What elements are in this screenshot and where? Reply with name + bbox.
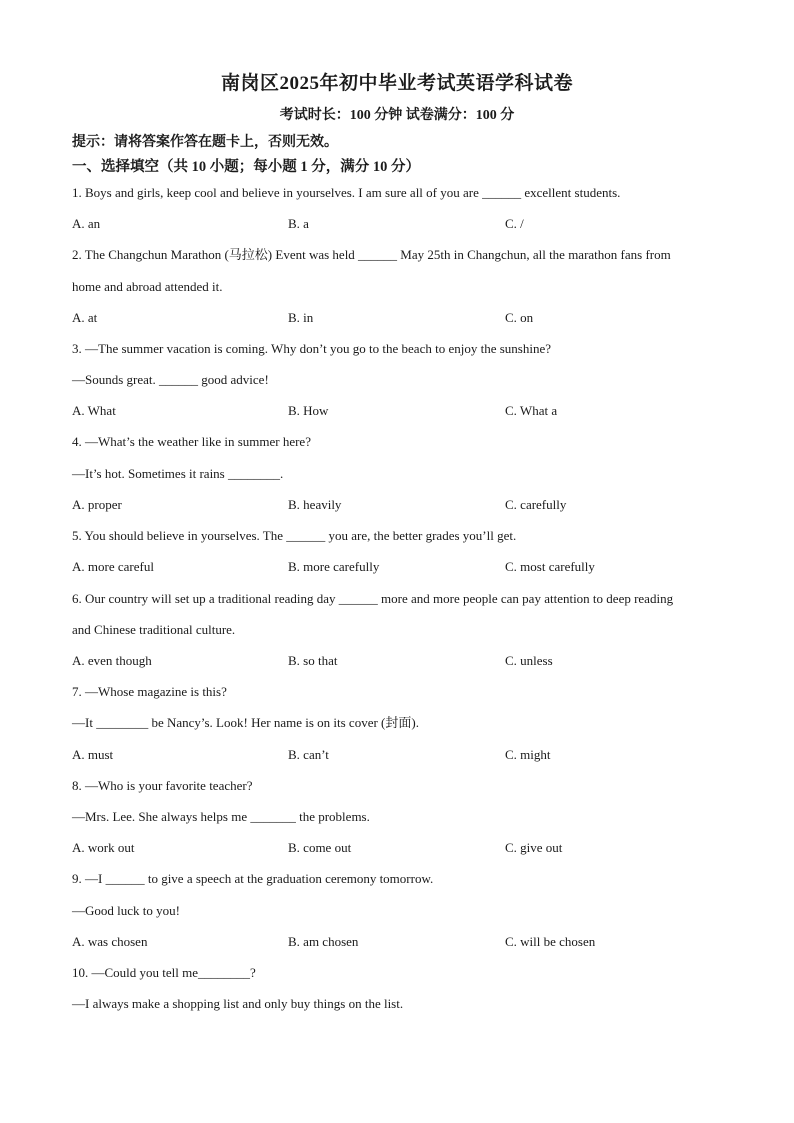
question-3-text: 3. —The summer vacation is coming. Why don’t you go to the beach to enjoy the sunshine? [72, 341, 551, 356]
option-a: A. an [72, 216, 101, 231]
option-b: B. so that [288, 653, 338, 668]
option-c: C. give out [505, 840, 563, 855]
option-c: C. unless [505, 653, 553, 668]
option-b: B. a [288, 216, 309, 231]
option-c: C. might [505, 747, 551, 762]
question-8-text: 8. —Who is your favorite teacher? [72, 778, 253, 793]
option-c: C. What a [505, 403, 558, 418]
option-a: A. proper [72, 497, 122, 512]
option-c: C. most carefully [505, 559, 595, 574]
option-c: C. carefully [505, 497, 567, 512]
option-b: B. heavily [288, 497, 342, 512]
exam-title: 南岗区2025年初中毕业考试英语学科试卷 [220, 73, 573, 94]
option-b: B. in [288, 310, 314, 325]
option-a: A. must [72, 747, 114, 762]
question-2-text-cont: home and abroad attended it. [72, 279, 223, 294]
question-6-text: 6. Our country will set up a traditional reading day ______ more and more people can pay attention to deep reading [72, 591, 674, 606]
question-6-text-cont: and Chinese traditional culture. [72, 622, 236, 637]
option-a: A. more careful [72, 559, 154, 574]
option-b: B. How [288, 403, 329, 418]
question-7-reply: —It ________ be Nancy’s. Look! Her name is on its cover (封面). [72, 715, 419, 730]
exam-duration-score: 考试时长：100 分钟 试卷满分：100 分 [279, 108, 515, 123]
option-a: A. even though [72, 653, 152, 668]
question-9-reply: —Good luck to you! [72, 903, 180, 918]
option-c: C. will be chosen [505, 934, 596, 949]
question-10-reply: —I always make a shopping list and only buy things on the list. [72, 996, 404, 1011]
option-a: A. at [72, 310, 98, 325]
question-2-text: 2. The Changchun Marathon (马拉松) Event was held ______ May 25th in Changchun, all the marathon fans from [72, 247, 671, 262]
question-3-reply: —Sounds great. ______ good advice! [72, 372, 269, 387]
question-7-text: 7. —Whose magazine is this? [72, 684, 227, 699]
option-c: C. / [505, 216, 524, 231]
option-b: B. more carefully [288, 559, 380, 574]
question-9-text: 9. —I ______ to give a speech at the graduation ceremony tomorrow. [72, 871, 434, 886]
option-c: C. on [505, 310, 534, 325]
question-10-text: 10. —Could you tell me________? [72, 965, 256, 980]
section-heading: 一、选择填空（共 10 小题；每小题 1 分，满分 10 分） [72, 159, 420, 175]
option-b: B. can’t [288, 747, 329, 762]
question-8-reply: —Mrs. Lee. She always helps me _______ the problems. [72, 809, 370, 824]
question-4-reply: —It’s hot. Sometimes it rains ________. [72, 466, 284, 481]
question-4-text: 4. —What’s the weather like in summer here? [72, 434, 311, 449]
question-5-text: 5. You should believe in yourselves. The ______ you are, the better grades you’ll get. [72, 528, 517, 543]
option-a: A. was chosen [72, 934, 148, 949]
question-1-text: 1. Boys and girls, keep cool and believe in yourselves. I am sure all of you are ______ excellent students. [72, 185, 621, 200]
exam-notice: 提示：请将答案作答在题卡上，否则无效。 [72, 135, 338, 150]
option-b: B. am chosen [288, 934, 359, 949]
option-a: A. work out [72, 840, 135, 855]
option-b: B. come out [288, 840, 352, 855]
option-a: A. What [72, 403, 116, 418]
